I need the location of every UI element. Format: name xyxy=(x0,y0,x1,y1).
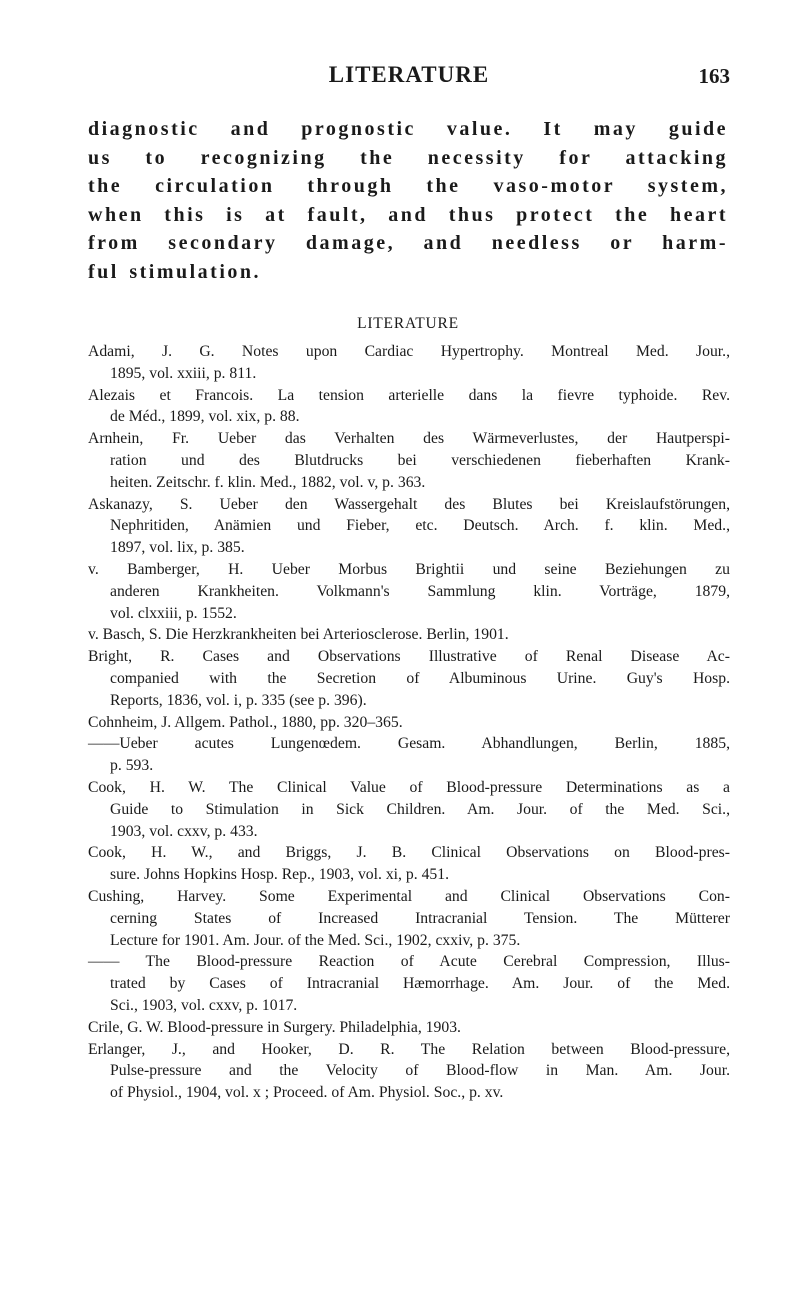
reference-line: ——Ueber acutes Lungenœdem. Gesam. Abhandlungen, Berlin, 1885, xyxy=(88,735,730,753)
reference-line: Adami, J. G. Notes upon Cardiac Hypertrophy. Montreal Med. Jour., xyxy=(88,343,730,360)
reference-entry xyxy=(88,733,730,777)
reference-line: heiten. Zeitschr. f. klin. Med., 1882, vol. v, p. 363. xyxy=(110,473,426,491)
reference-line: of Physiol., 1904, vol. x ; Proceed. of Am. Physiol. Soc., p. xv. xyxy=(110,1084,504,1102)
reference-list xyxy=(88,341,730,1104)
reference-entry xyxy=(88,842,730,886)
reference-line: v. Bamberger, H. Ueber Morbus Brightii und seine Beziehungen zu xyxy=(88,560,730,578)
reference-entry xyxy=(88,428,730,493)
reference-line: anderen Krankheiten. Volkmann's Sammlung klin. Vorträge, 1879, xyxy=(110,582,730,600)
reference-entry xyxy=(88,385,730,429)
reference-entry xyxy=(88,1039,730,1104)
reference-line: trated by Cases of Intracranial Hæmorrhage. Am. Jour. of the Med. xyxy=(110,975,730,993)
reference-line: Pulse-pressure and the Velocity of Blood-flow in Man. Am. Jour. xyxy=(110,1062,730,1080)
reference-entry xyxy=(88,646,730,711)
reference-line: companied with the Secretion of Albuminous Urine. Guy's Hosp. xyxy=(110,669,730,687)
reference-entry xyxy=(88,559,730,624)
reference-line: v. Basch, S. Die Herzkrankheiten bei Arteriosclerose. Berlin, 1901. xyxy=(88,626,509,644)
reference-line: de Méd., 1899, vol. xix, p. 88. xyxy=(110,408,300,426)
reference-line: sure. Johns Hopkins Hosp. Rep., 1903, vol. xi, p. 451. xyxy=(110,866,450,884)
reference-line: 1897, vol. lix, p. 385. xyxy=(110,539,245,557)
reference-line: —— The Blood-pressure Reaction of Acute Cerebral Compression, Illus- xyxy=(88,953,730,971)
reference-line: Bright, R. Cases and Observations Illustrative of Renal Disease Ac- xyxy=(88,648,730,666)
reference-entry xyxy=(88,886,730,951)
reference-line: cerning States of Increased Intracranial Tension. The Mütterer xyxy=(110,909,730,927)
reference-line: ration und des Blutdrucks bei verschiedenen fieberhaften Krank- xyxy=(110,451,730,469)
reference-entry xyxy=(88,951,730,1016)
reference-line: p. 593. xyxy=(110,757,154,775)
paragraph-line: us to recognizing the necessity for attacking xyxy=(88,146,728,169)
reference-line: Nephritiden, Anämien und Fieber, etc. Deutsch. Arch. f. klin. Med., xyxy=(110,517,730,535)
reference-line: Cook, H. W. The Clinical Value of Blood-pressure Determinations as a xyxy=(88,778,730,796)
paragraph-line: the circulation through the vaso-motor system, xyxy=(88,175,728,198)
reference-entry xyxy=(88,1017,730,1039)
paragraph-line: diagnostic and prognostic value. It may guide xyxy=(88,118,728,140)
paragraph-line: ful stimulation. xyxy=(88,260,262,283)
reference-line: Lecture for 1901. Am. Jour. of the Med. Sci., 1902, cxxiv, p. 375. xyxy=(110,931,521,949)
reference-line: Cohnheim, J. Allgem. Pathol., 1880, pp. 320–365. xyxy=(88,713,403,731)
reference-entry xyxy=(88,624,730,646)
paragraph-line: from secondary damage, and needless or harm- xyxy=(88,232,728,255)
intro-paragraph xyxy=(88,115,728,287)
reference-line: 1903, vol. cxxv, p. 433. xyxy=(110,822,258,840)
reference-line: Reports, 1836, vol. i, p. 335 (see p. 396). xyxy=(110,691,367,709)
section-heading: LITERATURE xyxy=(357,315,459,332)
reference-line: Erlanger, J., and Hooker, D. R. The Relation between Blood-pressure, xyxy=(88,1040,730,1058)
reference-line: Alezais et Francois. La tension arterielle dans la fievre typhoide. Rev. xyxy=(88,386,730,404)
reference-line: Sci., 1903, vol. cxxv, p. 1017. xyxy=(110,996,298,1014)
running-header xyxy=(88,62,730,92)
reference-line: 1895, vol. xxiii, p. 811. xyxy=(110,364,257,382)
reference-entry xyxy=(88,494,730,559)
reference-line: Askanazy, S. Ueber den Wassergehalt des Blutes bei Kreislaufstörungen, xyxy=(88,495,730,513)
page-number: 163 xyxy=(698,64,730,88)
paragraph-line: when this is at fault, and thus protect the heart xyxy=(88,203,728,226)
reference-line: Arnhein, Fr. Ueber das Verhalten des Wärmeverlustes, der Hautperspi- xyxy=(88,430,730,448)
reference-line: Guide to Stimulation in Sick Children. Am. Jour. of the Med. Sci., xyxy=(110,800,730,818)
reference-line: Cook, H. W., and Briggs, J. B. Clinical Observations on Blood-pres- xyxy=(88,844,730,862)
running-title: LITERATURE xyxy=(328,62,490,87)
reference-entry xyxy=(88,341,730,385)
reference-entry xyxy=(88,712,730,734)
reference-entry xyxy=(88,777,730,842)
reference-line: Cushing, Harvey. Some Experimental and Clinical Observations Con- xyxy=(88,887,730,905)
reference-line: vol. clxxiii, p. 1552. xyxy=(110,604,237,622)
reference-line: Crile, G. W. Blood-pressure in Surgery. Philadelphia, 1903. xyxy=(88,1018,461,1036)
